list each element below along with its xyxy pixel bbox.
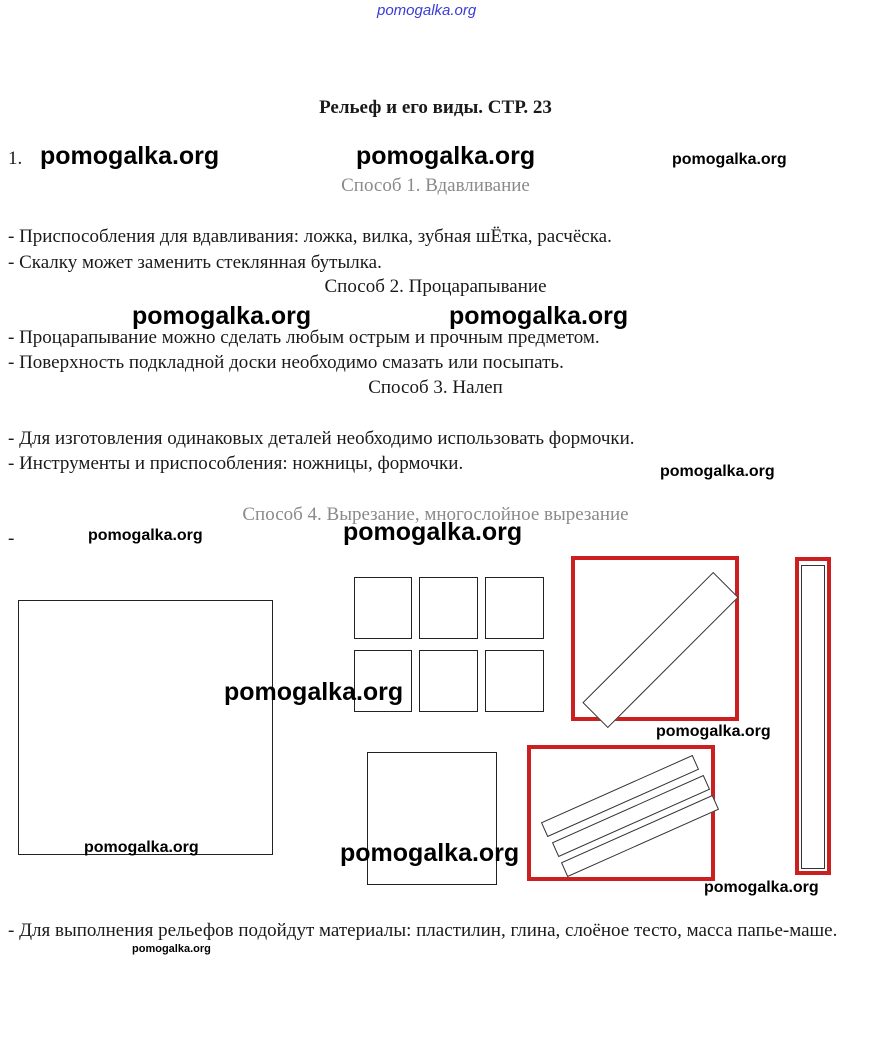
watermark: pomogalka.org	[340, 839, 520, 867]
watermark: pomogalka.org	[660, 463, 775, 480]
method3-line: - Для изготовления одинаковых деталей необходимо использовать формочки.	[8, 428, 635, 449]
method4-dash: -	[8, 528, 15, 549]
clay-slab-square	[18, 600, 273, 855]
watermark: pomogalka.org	[40, 142, 220, 170]
method2-line: - Процарапывание можно сделать любым острым и прочным предметом.	[8, 327, 600, 348]
method2-line: - Поверхность подкладной доски необходимо смазать или посыпать.	[8, 352, 564, 373]
watermark: pomogalka.org	[672, 151, 787, 168]
header-watermark: pomogalka.org	[377, 2, 477, 19]
item-number: 1.	[8, 148, 23, 169]
vertical-strip	[801, 565, 825, 869]
watermark: pomogalka.org	[356, 142, 536, 170]
watermark: pomogalka.org	[132, 943, 211, 955]
method1-line: - Приспособления для вдавливания: ложка, вилка, зубная шЁтка, расчёска.	[8, 226, 612, 247]
method3-heading: Способ 3. Налеп	[368, 377, 503, 398]
method3-line: - Инструменты и приспособления: ножницы, формочки.	[8, 453, 464, 474]
watermark: pomogalka.org	[224, 678, 404, 706]
method1-heading: Способ 1. Вдавливание	[341, 175, 530, 196]
cut-square	[485, 650, 544, 712]
watermark: pomogalka.org	[656, 723, 771, 740]
materials-paragraph: - Для выполнения рельефов подойдут материалы: пластилин, глина, слоёное тесто, масса папье-маше.	[8, 920, 838, 941]
watermark: pomogalka.org	[132, 302, 312, 330]
cut-square	[419, 650, 478, 712]
method1-line: - Скалку может заменить стеклянная бутылка.	[8, 252, 382, 273]
cut-square	[485, 577, 544, 639]
watermark: pomogalka.org	[88, 527, 203, 544]
page-title: Рельеф и его виды. СТР. 23	[319, 97, 552, 118]
method4-heading: Способ 4. Вырезание, многослойное вырезание	[242, 504, 629, 525]
method2-heading: Способ 2. Процарапывание	[324, 276, 547, 297]
watermark: pomogalka.org	[84, 839, 199, 856]
cut-square	[419, 577, 478, 639]
watermark: pomogalka.org	[449, 302, 629, 330]
watermark: pomogalka.org	[343, 518, 523, 546]
watermark: pomogalka.org	[704, 879, 819, 896]
cut-square	[354, 577, 412, 639]
